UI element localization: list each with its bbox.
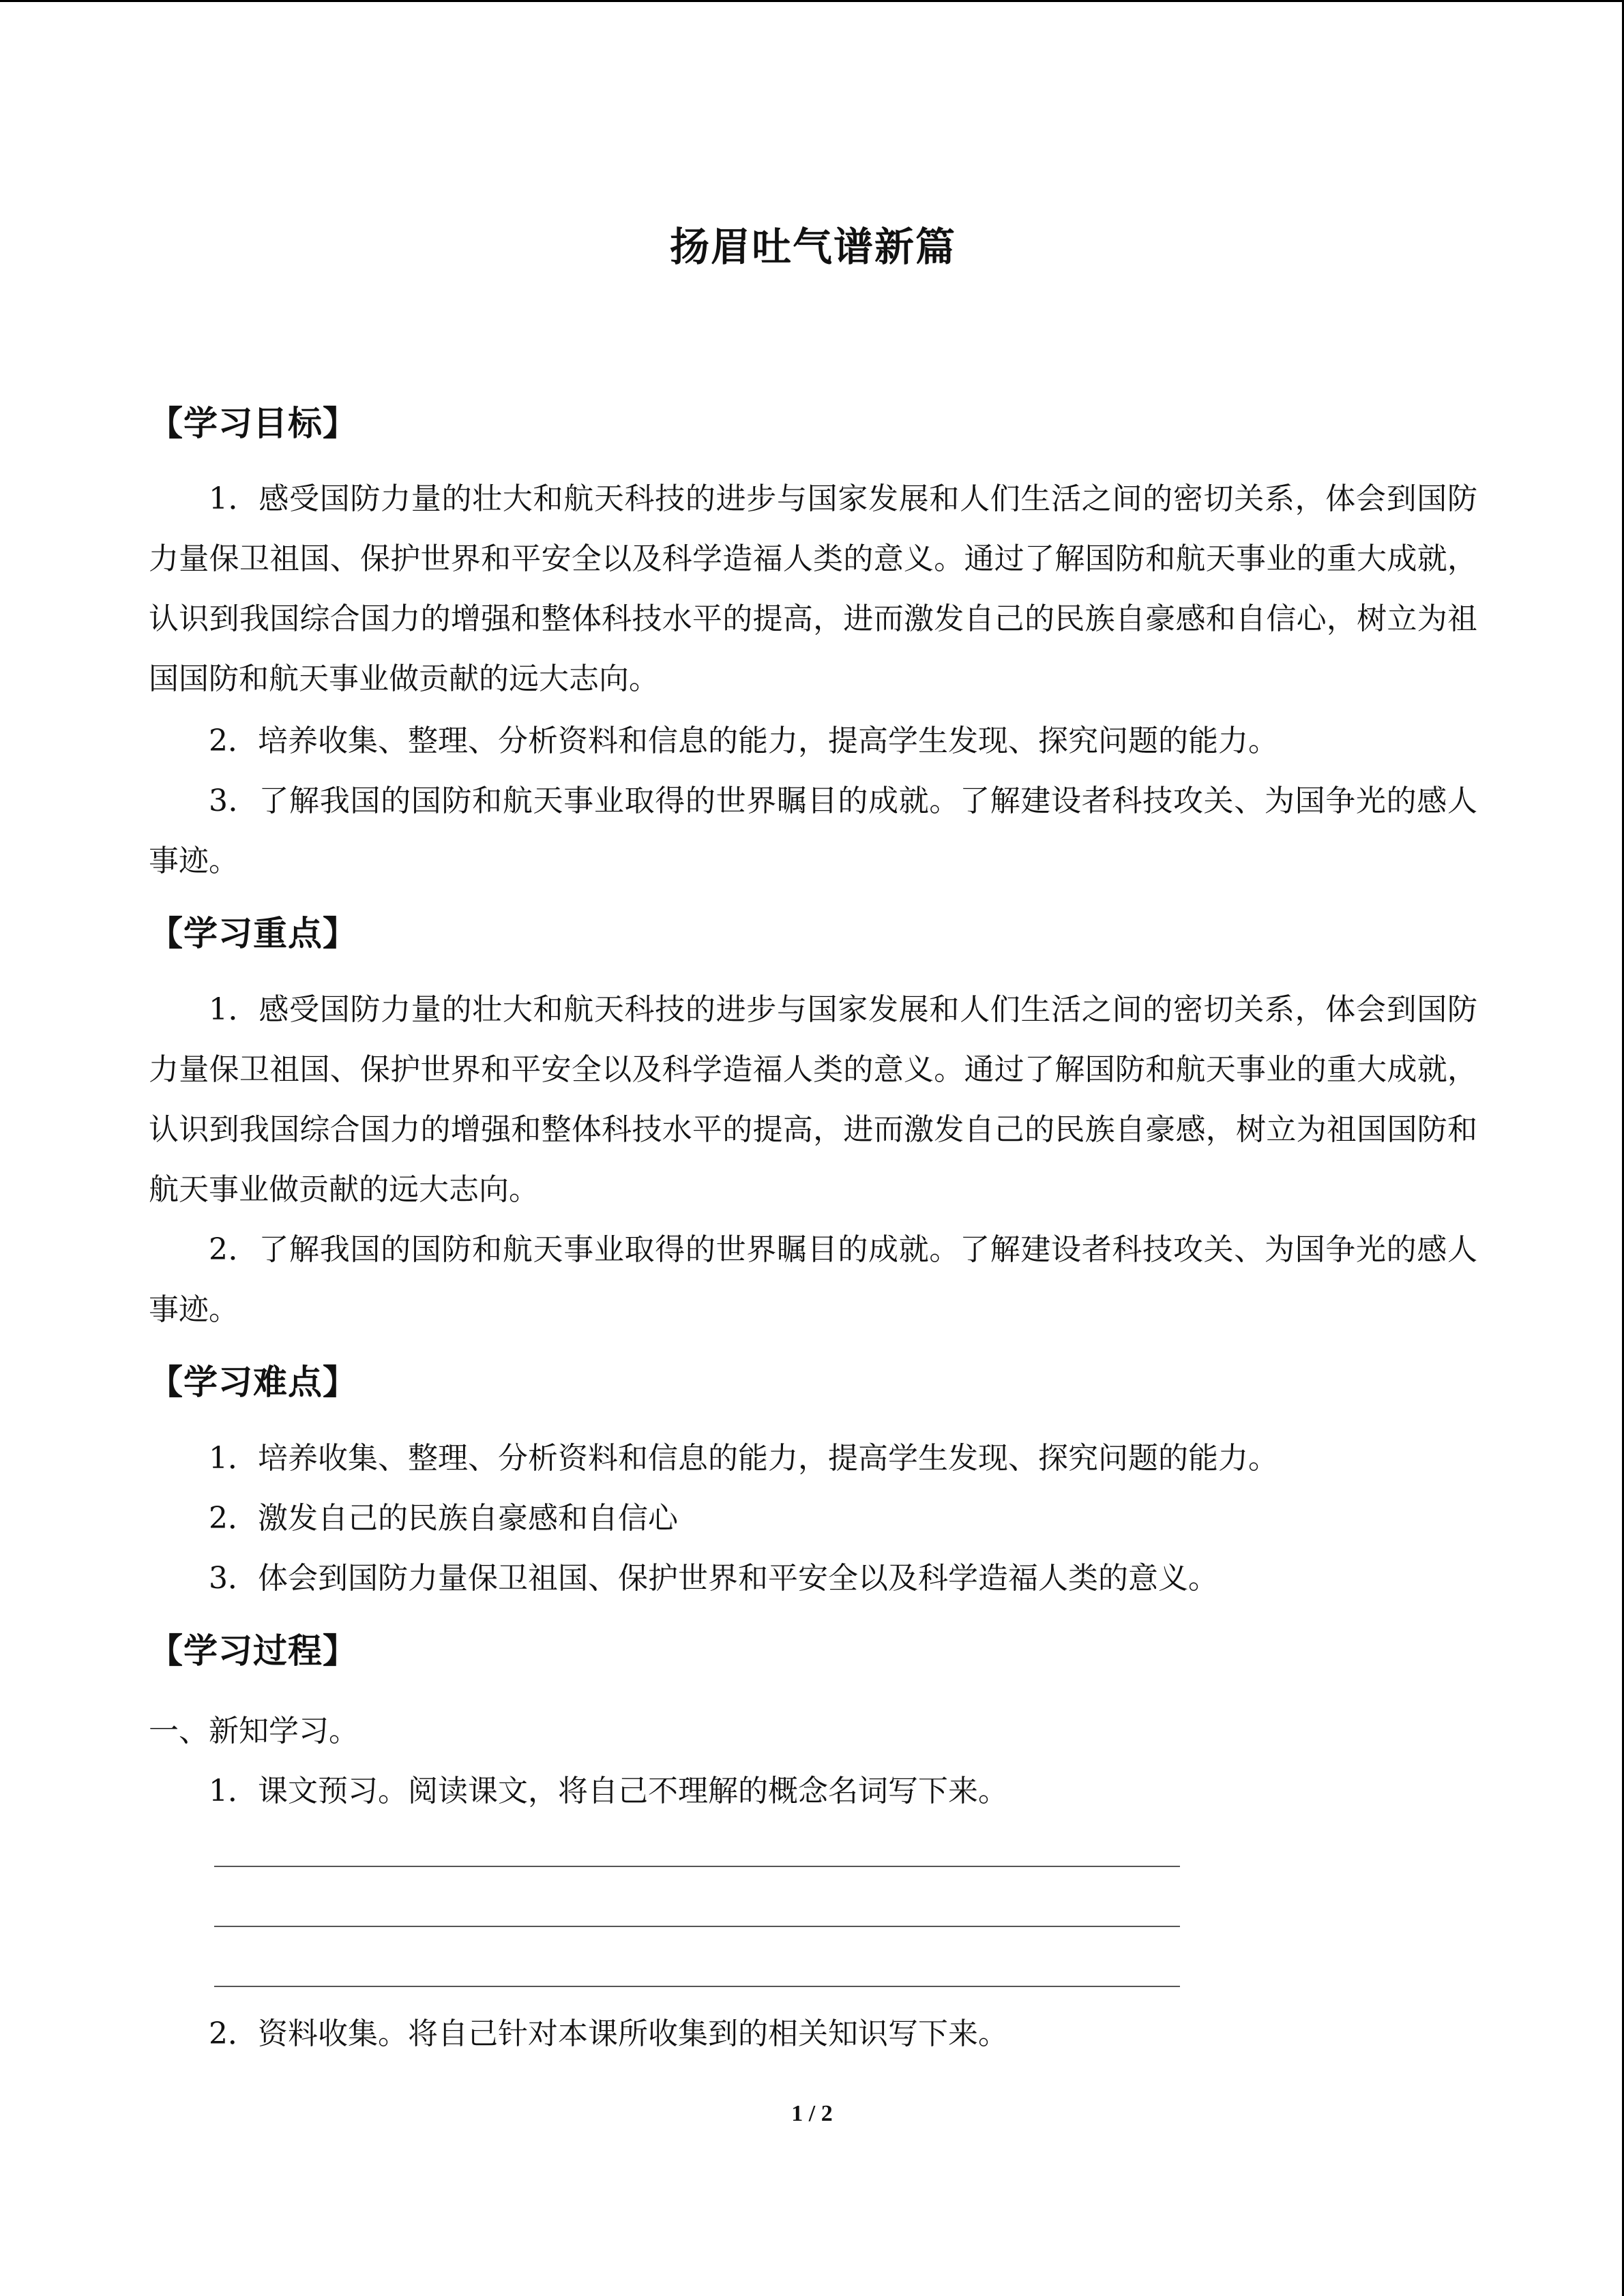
answer-line[interactable] — [214, 1986, 1180, 1987]
difficulties-heading: 【学习难点】 — [149, 1362, 357, 1402]
key-points-item-2: 2．了解我国的国防和航天事业取得的世界瞩目的成就。了解建设者科技攻关、为国争光的感人事迹。 — [149, 1232, 1477, 1327]
document-title: 扬眉吐气谱新篇 — [669, 224, 956, 270]
key-points-heading: 【学习重点】 — [149, 913, 357, 953]
answer-line[interactable] — [214, 1866, 1180, 1867]
objectives-item-1: 1．感受国防力量的壮大和航天科技的进步与国家发展和人们生活之间的密切关系，体会到国防力量保卫祖国、保护世界和平安全以及科学造福人类的意义。通过了解国防和航天事业的重大成就，认识到我国综合国力的增强和整体科技水平的提高，进而激发自己的民族自豪感和自信心，树立为祖国国防和航天事业做贡献的远大志向。 — [149, 481, 1477, 696]
process-heading: 【学习过程】 — [149, 1630, 357, 1671]
difficulties-item-3: 3．体会到国防力量保卫祖国、保护世界和平安全以及科学造福人类的意义。 — [209, 1561, 1218, 1596]
page-number: 1 / 2 — [791, 2101, 833, 2126]
process-task-one: 1．课文预习。阅读课文，将自己不理解的概念名词写下来。 — [209, 1774, 1008, 1808]
answer-line[interactable] — [214, 1926, 1180, 1927]
process-task-two: 2．资料收集。将自己针对本课所收集到的相关知识写下来。 — [209, 2016, 1008, 2051]
process-part-one: 一、新知学习。 — [149, 1714, 359, 1748]
objectives-heading: 【学习目标】 — [149, 403, 357, 443]
objectives-item-3: 3．了解我国的国防和航天事业取得的世界瞩目的成就。了解建设者科技攻关、为国争光的感人事迹。 — [149, 784, 1477, 878]
key-points-item-1: 1．感受国防力量的壮大和航天科技的进步与国家发展和人们生活之间的密切关系，体会到国防力量保卫祖国、保护世界和平安全以及科学造福人类的意义。通过了解国防和航天事业的重大成就，认识到我国综合国力的增强和整体科技水平的提高，进而激发自己的民族自豪感，树立为祖国国防和航天事业做贡献的远大志向。 — [149, 992, 1477, 1207]
difficulties-item-2: 2．激发自己的民族自豪感和自信心 — [209, 1501, 678, 1536]
objectives-item-2: 2．培养收集、整理、分析资料和信息的能力，提高学生发现、探究问题的能力。 — [209, 724, 1278, 758]
difficulties-item-1: 1．培养收集、整理、分析资料和信息的能力，提高学生发现、探究问题的能力。 — [209, 1441, 1278, 1476]
